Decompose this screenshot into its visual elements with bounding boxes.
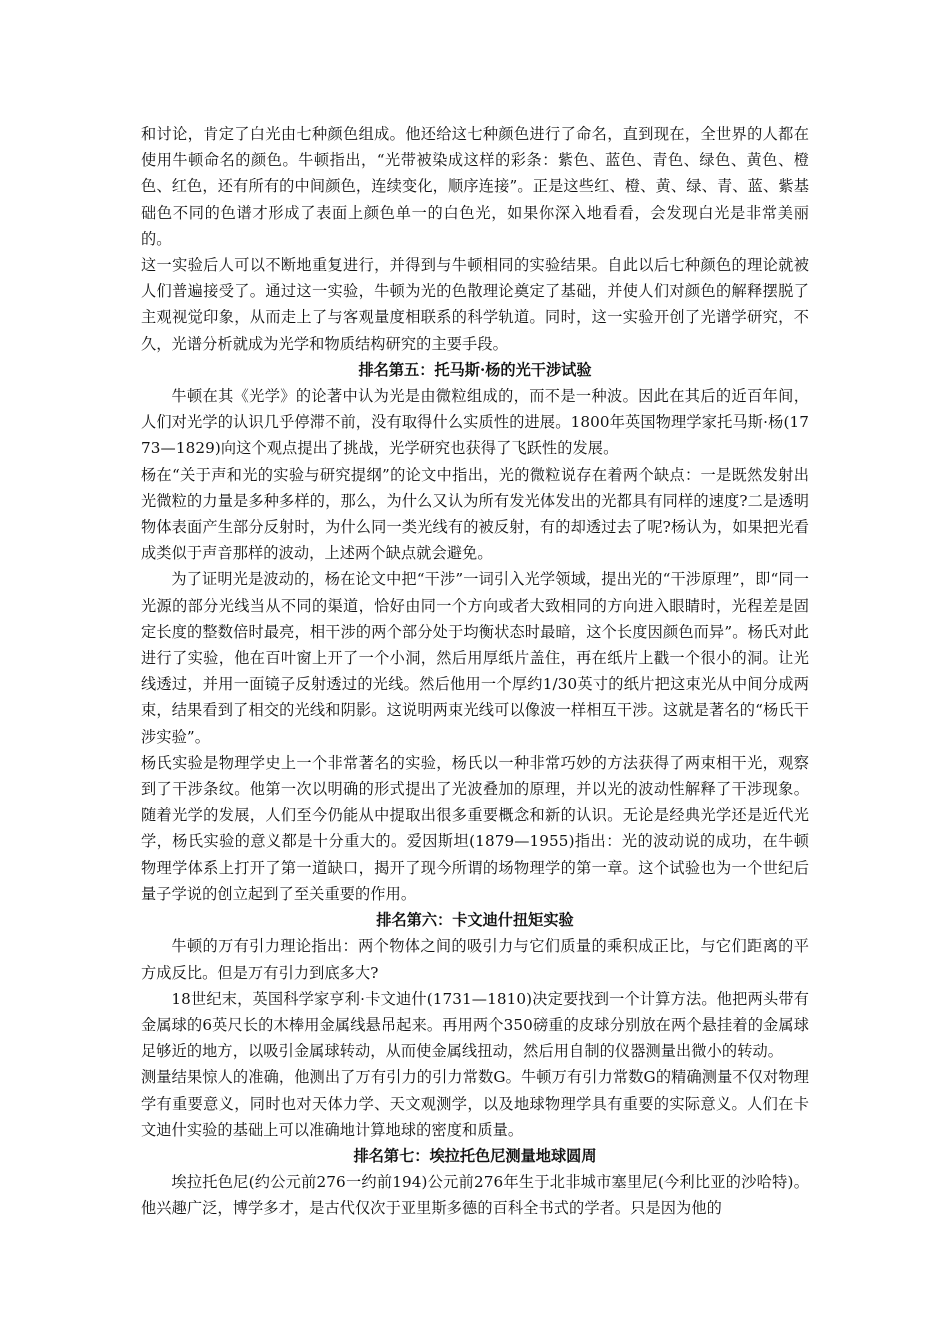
section-heading-eratosthenes: 排名第七：埃拉托色尼测量地球圆周 (353, 1146, 597, 1165)
paragraph-gravity-question: 牛顿的万有引力理论指出：两个物体之间的吸引力与它们质量的乘积成正比，与它们距离的平方成反比。但是万有引力到底多大? (141, 937, 809, 982)
paragraph-newton-spectrum: 和讨论，肯定了白光由七种颜色组成。他还给这七种颜色进行了命名，直到现在，全世界的人都在使用牛顿命名的颜色。牛顿指出，“光带被染成这样的彩条：紫色、蓝色、青色、绿色、黄色、橙色、红色，还有所有的中间颜色，连续变化，顺序连接”。正是这些红、橙、黄、绿、青、蓝、紫基础色不同的色谱才形成了表面上颜色单一的白色光，如果你深入地看看，会发现白光是非常美丽的。 (141, 125, 809, 248)
paragraph-young-intro: 牛顿在其《光学》的论著中认为光是由微粒组成的，而不是一种波。因此在其后的近百年间，人们对光学的认识几乎停滞不前，没有取得什么实质性的进展。1800年英国物理学家托马斯·杨(1773—1829)向这个观点提出了挑战，光学研究也获得了飞跃性的发展。 (141, 387, 809, 458)
paragraph-young-significance: 杨氏实验是物理学史上一个非常著名的实验，杨氏以一种非常巧妙的方法获得了两束相干光，观察到了干涉条纹。他第一次以明确的形式提出了光波叠加的原理，并以光的波动性解释了干涉现象。随着光学的发展，人们至今仍能从中提取出很多重要概念和新的认识。无论是经典光学还是近代光学，杨氏实验的意义都是十分重大的。爱因斯坦(1879—1955)指出：光的波动说的成功，在牛顿物理学体系上打开了第一道缺口，揭开了现今所谓的场物理学的第一章。这个试验也为一个世纪后量子学说的创立起到了至关重要的作用。 (141, 753, 809, 903)
paragraph-young-experiment: 为了证明光是波动的，杨在论文中把“干涉”一词引入光学领域，提出光的“干涉原理”，即“同一光源的部分光线当从不同的渠道，恰好由同一个方向或者大致相同的方向进入眼睛时，光程差是固定长度的整数倍时最亮，相干涉的两个部分处于均衡状态时最暗，这个长度因颜色而异”。杨氏对此进行了实验，他在百叶窗上开了一个小洞，然后用厚纸片盖住，再在纸片上戳一个很小的洞。让光线透过，并用一面镜子反射透过的光线。然后他用一个厚约1/30英寸的纸片把这束光从中间分成两束，结果看到了相交的光线和阴影。这说明两束光线可以像波一样相互干涉。这就是著名的“杨氏干涉实验”。 (141, 570, 809, 746)
document-page (141, 121, 809, 1222)
paragraph-young-critique: 杨在“关于声和光的实验与研究提纲”的论文中指出，光的微粒说存在着两个缺点：一是既然发射出光微粒的力量是多种多样的，那么，为什么又认为所有发光体发出的光都具有同样的速度?二是透明物体表面产生部分反射时，为什么同一类光线有的被反射，有的却透过去了呢?杨认为，如果把光看成类似于声音那样的波动，上述两个缺点就会避免。 (141, 465, 809, 563)
section-heading-cavendish: 排名第六：卡文迪什扭矩实验 (376, 911, 574, 930)
paragraph-newton-legacy: 这一实验后人可以不断地重复进行，并得到与牛顿相同的实验结果。自此以后七种颜色的理论就被人们普遍接受了。通过这一实验，牛顿为光的色散理论奠定了基础，并使人们对颜色的解释摆脱了主观视觉印象，从而走上了与客观量度相联系的科学轨道。同时，这一实验开创了光谱学研究，不久，光谱分析就成为光学和物质结构研究的主要手段。 (141, 256, 809, 353)
paragraph-cavendish-method: 18世纪末，英国科学家亨利·卡文迪什(1731—1810)决定要找到一个计算方法。他把两头带有金属球的6英尺长的木棒用金属线悬吊起来。再用两个350磅重的皮球分别放在两个悬挂着的金属球足够近的地方，以吸引金属球转动，从而使金属线扭动，然后用自制的仪器测量出微小的转动。 (141, 989, 809, 1061)
section-heading-young: 排名第五：托马斯·杨的光干涉试验 (358, 360, 592, 379)
paragraph-eratosthenes-intro: 埃拉托色尼(约公元前276一约前194)公元前276年生于北非城市塞里尼(今利比亚的沙哈特)。他兴趣广泛，博学多才，是古代仅次于亚里斯多德的百科全书式的学者。只是因为他的 (141, 1173, 809, 1218)
paragraph-cavendish-result: 测量结果惊人的准确，他测出了万有引力的引力常数G。牛顿万有引力常数G的精确测量不仅对物理学有重要意义，同时也对天体力学、天文观测学，以及地球物理学具有重要的实际意义。人们在卡文迪什实验的基础上可以准确地计算地球的密度和质量。 (141, 1068, 809, 1139)
